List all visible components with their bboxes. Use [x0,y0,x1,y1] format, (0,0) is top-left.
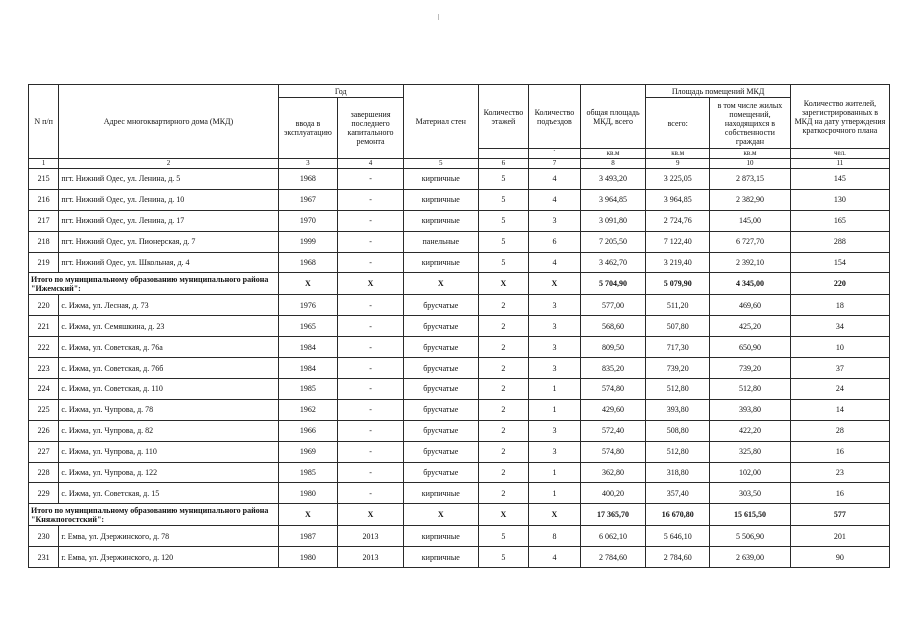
row-material: брусчатые [403,316,478,337]
table-row [29,231,890,252]
table-row [29,526,890,547]
row-owned-area: 325,80 [710,441,791,462]
row-owned-area: 2 392,10 [710,252,791,273]
row-residents: 28 [790,420,889,441]
total-area: 5 079,90 [646,273,710,295]
row-floors: 5 [478,547,529,568]
total-label: Итого по муниципальному образованию муниципального района "Княжпогостский": [29,504,279,526]
row-entrances: 6 [529,231,581,252]
header-total-area: общая площадь МКД, всего [580,85,646,149]
row-entrances: 1 [529,462,581,483]
row-year: 1985 [278,462,338,483]
col-number: 11 [790,159,889,169]
row-repair-year: - [338,441,404,462]
row-number: 229 [29,483,59,504]
row-number: 222 [29,337,59,358]
table-row [29,547,890,568]
row-year: 1968 [278,169,338,190]
row-entrances: 3 [529,295,581,316]
row-repair-year: - [338,189,404,210]
row-address: пгт. Нижний Одес, ул. Ленина, д. 5 [59,169,278,190]
row-material: брусчатые [403,358,478,379]
row-repair-year: - [338,483,404,504]
row-number: 216 [29,189,59,210]
row-total-area: 835,20 [580,358,646,379]
row-floors: 2 [478,295,529,316]
row-total-area: 362,80 [580,462,646,483]
row-address: с. Ижма, ул. Лесная, д. 73 [59,295,278,316]
row-address: с. Ижма, ул. Советская, д. 76а [59,337,278,358]
row-year: 1980 [278,547,338,568]
row-area: 2 724,76 [646,210,710,231]
total-row [29,504,890,526]
row-material: кирпичные [403,252,478,273]
row-year: 1969 [278,441,338,462]
row-residents: 10 [790,337,889,358]
row-number: 228 [29,462,59,483]
row-number: 225 [29,399,59,420]
row-total-area: 574,80 [580,379,646,400]
row-total-area: 7 205,50 [580,231,646,252]
row-area: 3 964,85 [646,189,710,210]
table-row [29,316,890,337]
row-residents: 24 [790,379,889,400]
header-entrances: Количество подъездов [529,85,581,149]
row-year: 1966 [278,420,338,441]
table-row [29,295,890,316]
row-entrances: 4 [529,169,581,190]
row-address: г. Емва, ул. Дзержинского, д. 78 [59,526,278,547]
total-year: X [278,273,338,295]
table-row [29,483,890,504]
row-material: панельные [403,231,478,252]
row-floors: 2 [478,483,529,504]
header-residents: Количество жителей, зарегистрированных в МКД на дату утверждения краткосрочного плана [790,85,889,149]
header-number-row [29,159,890,169]
row-area: 3 219,40 [646,252,710,273]
row-repair-year: - [338,462,404,483]
row-number: 226 [29,420,59,441]
row-area: 7 122,40 [646,231,710,252]
row-total-area: 3 091,80 [580,210,646,231]
col-number: 5 [403,159,478,169]
header-year-commission: ввода в эксплуатацию [278,98,338,159]
row-repair-year: - [338,210,404,231]
row-address: с. Ижма, ул. Чупрова, д. 78 [59,399,278,420]
row-floors: 2 [478,462,529,483]
row-total-area: 3 493,20 [580,169,646,190]
row-floors: 5 [478,526,529,547]
total-repair-year: X [338,504,404,526]
row-floors: 5 [478,231,529,252]
row-owned-area: 739,20 [710,358,791,379]
row-owned-area: 422,20 [710,420,791,441]
row-residents: 37 [790,358,889,379]
header-year-repair: завершения последнего капитального ремонта [338,98,404,159]
row-owned-area: 512,80 [710,379,791,400]
row-repair-year: 2013 [338,547,404,568]
housing-table [28,84,890,568]
col-number: 2 [59,159,278,169]
row-area: 512,80 [646,379,710,400]
row-owned-area: 650,90 [710,337,791,358]
total-area: 16 670,80 [646,504,710,526]
row-year: 1985 [278,379,338,400]
row-address: пгт. Нижний Одес, ул. Пионерская, д. 7 [59,231,278,252]
row-address: с. Ижма, ул. Семяшкина, д. 23 [59,316,278,337]
row-entrances: 1 [529,399,581,420]
table-row [29,462,890,483]
row-floors: 5 [478,189,529,210]
row-number: 230 [29,526,59,547]
scan-mark [438,14,439,20]
header-row-1 [29,85,890,98]
row-residents: 90 [790,547,889,568]
row-address: с. Ижма, ул. Чупрова, д. 82 [59,420,278,441]
col-number: 7 [529,159,581,169]
table-row [29,189,890,210]
row-owned-area: 393,80 [710,399,791,420]
row-entrances: 3 [529,441,581,462]
row-residents: 16 [790,483,889,504]
row-number: 220 [29,295,59,316]
row-residents: 130 [790,189,889,210]
row-material: брусчатые [403,295,478,316]
row-repair-year: - [338,358,404,379]
row-material: брусчатые [403,462,478,483]
row-entrances: 3 [529,420,581,441]
row-owned-area: 6 727,70 [710,231,791,252]
row-entrances: 8 [529,526,581,547]
row-residents: 288 [790,231,889,252]
row-address: с. Ижма, ул. Советская, д. 76б [59,358,278,379]
row-year: 1970 [278,210,338,231]
row-material: кирпичные [403,189,478,210]
row-area: 512,80 [646,441,710,462]
row-material: кирпичные [403,526,478,547]
row-floors: 2 [478,358,529,379]
row-floors: 2 [478,441,529,462]
row-area: 393,80 [646,399,710,420]
table-row [29,169,890,190]
row-material: брусчатые [403,399,478,420]
row-number: 223 [29,358,59,379]
row-material: кирпичные [403,547,478,568]
row-repair-year: - [338,379,404,400]
unit-area-all: кв.м [646,149,710,159]
row-owned-area: 425,20 [710,316,791,337]
row-number: 215 [29,169,59,190]
row-total-area: 574,80 [580,441,646,462]
header-area-group: Площадь помещений МКД [646,85,790,98]
table-row [29,210,890,231]
row-repair-year: - [338,231,404,252]
total-label: Итого по муниципальному образованию муниципального района "Ижемский": [29,273,279,295]
table-body [29,85,890,568]
row-number: 218 [29,231,59,252]
row-area: 2 784,60 [646,547,710,568]
row-year: 1984 [278,337,338,358]
total-total-area: 5 704,90 [580,273,646,295]
total-residents: 220 [790,273,889,295]
table-row [29,420,890,441]
row-number: 231 [29,547,59,568]
row-entrances: 4 [529,252,581,273]
row-address: с. Ижма, ул. Чупрова, д. 122 [59,462,278,483]
header-floors: Количество этажей [478,85,529,149]
total-repair-year: X [338,273,404,295]
row-entrances: 1 [529,483,581,504]
row-floors: 2 [478,379,529,400]
row-total-area: 3 964,85 [580,189,646,210]
row-repair-year: - [338,399,404,420]
row-number: 219 [29,252,59,273]
row-residents: 34 [790,316,889,337]
row-entrances: 3 [529,210,581,231]
row-total-area: 568,60 [580,316,646,337]
row-repair-year: - [338,169,404,190]
row-entrances: 3 [529,358,581,379]
total-year: X [278,504,338,526]
row-owned-area: 2 873,15 [710,169,791,190]
header-num: N п/п [29,85,59,159]
row-floors: 2 [478,337,529,358]
row-residents: 201 [790,526,889,547]
row-entrances: 1 [529,379,581,400]
row-total-area: 6 062,10 [580,526,646,547]
row-repair-year: - [338,252,404,273]
row-address: пгт. Нижний Одес, ул. Ленина, д. 17 [59,210,278,231]
row-address: пгт. Нижний Одес, ул. Ленина, д. 10 [59,189,278,210]
col-number: 10 [710,159,791,169]
header-floors-unit [478,149,529,159]
total-row [29,273,890,295]
row-material: кирпичные [403,483,478,504]
row-entrances: 4 [529,189,581,210]
row-material: кирпичные [403,210,478,231]
row-residents: 154 [790,252,889,273]
row-owned-area: 469,60 [710,295,791,316]
row-address: с. Ижма, ул. Советская, д. 110 [59,379,278,400]
row-residents: 16 [790,441,889,462]
col-number: 6 [478,159,529,169]
row-area: 511,20 [646,295,710,316]
table-row [29,399,890,420]
table-row [29,379,890,400]
row-owned-area: 5 506,90 [710,526,791,547]
row-total-area: 2 784,60 [580,547,646,568]
row-year: 1984 [278,358,338,379]
row-year: 1967 [278,189,338,210]
unit-area-owned: кв.м [710,149,791,159]
row-area: 739,20 [646,358,710,379]
col-number: 9 [646,159,710,169]
header-area-owned: в том числе жилых помещений, находящихся в собственности граждан [710,98,791,149]
row-address: с. Ижма, ул. Чупрова, д. 110 [59,441,278,462]
total-material: X [403,504,478,526]
row-area: 5 646,10 [646,526,710,547]
row-floors: 5 [478,252,529,273]
row-repair-year: - [338,295,404,316]
row-total-area: 809,50 [580,337,646,358]
total-entrances: X [529,273,581,295]
row-total-area: 429,60 [580,399,646,420]
header-year-group: Год [278,85,403,98]
row-material: брусчатые [403,441,478,462]
row-owned-area: 303,50 [710,483,791,504]
row-address: пгт. Нижний Одес, ул. Школьная, д. 4 [59,252,278,273]
row-residents: 14 [790,399,889,420]
row-number: 217 [29,210,59,231]
table-row [29,358,890,379]
col-number: 4 [338,159,404,169]
row-area: 717,30 [646,337,710,358]
row-repair-year: - [338,316,404,337]
total-owned-area: 4 345,00 [710,273,791,295]
row-year: 1999 [278,231,338,252]
table-row [29,252,890,273]
row-material: кирпичные [403,169,478,190]
col-number: 8 [580,159,646,169]
unit-total-area: кв.м [580,149,646,159]
row-area: 357,40 [646,483,710,504]
row-year: 1965 [278,316,338,337]
row-residents: 18 [790,295,889,316]
col-number: 3 [278,159,338,169]
row-residents: 145 [790,169,889,190]
row-owned-area: 145,00 [710,210,791,231]
row-number: 227 [29,441,59,462]
row-year: 1987 [278,526,338,547]
row-material: брусчатые [403,337,478,358]
row-total-area: 400,20 [580,483,646,504]
total-owned-area: 15 615,50 [710,504,791,526]
row-number: 221 [29,316,59,337]
row-year: 1968 [278,252,338,273]
row-residents: 165 [790,210,889,231]
row-entrances: 3 [529,316,581,337]
row-entrances: 3 [529,337,581,358]
row-entrances: 4 [529,547,581,568]
total-material: X [403,273,478,295]
table-row [29,337,890,358]
row-address: г. Емва, ул. Дзержинского, д. 120 [59,547,278,568]
unit-residents: чел. [790,149,889,159]
row-floors: 2 [478,420,529,441]
header-address: Адрес многоквартирного дома (МКД) [59,85,278,159]
row-material: брусчатые [403,420,478,441]
row-owned-area: 2 382,90 [710,189,791,210]
row-area: 318,80 [646,462,710,483]
row-year: 1980 [278,483,338,504]
row-total-area: 572,40 [580,420,646,441]
row-owned-area: 102,00 [710,462,791,483]
row-residents: 23 [790,462,889,483]
row-year: 1962 [278,399,338,420]
total-total-area: 17 365,70 [580,504,646,526]
header-area-all: всего: [646,98,710,149]
row-area: 508,80 [646,420,710,441]
header-wall-material: Материал стен [403,85,478,159]
row-floors: 2 [478,399,529,420]
row-repair-year: - [338,420,404,441]
row-number: 224 [29,379,59,400]
row-area: 507,80 [646,316,710,337]
total-entrances: X [529,504,581,526]
table-row [29,441,890,462]
row-material: брусчатые [403,379,478,400]
row-area: 3 225,05 [646,169,710,190]
total-floors: X [478,273,529,295]
row-floors: 5 [478,210,529,231]
total-residents: 577 [790,504,889,526]
row-floors: 2 [478,316,529,337]
total-floors: X [478,504,529,526]
row-owned-area: 2 639,00 [710,547,791,568]
row-repair-year: 2013 [338,526,404,547]
row-total-area: 3 462,70 [580,252,646,273]
row-floors: 5 [478,169,529,190]
row-repair-year: - [338,337,404,358]
header-entrances-dot: ` [529,149,581,159]
row-year: 1976 [278,295,338,316]
row-address: с. Ижма, ул. Советская, д. 15 [59,483,278,504]
row-total-area: 577,00 [580,295,646,316]
col-number: 1 [29,159,59,169]
